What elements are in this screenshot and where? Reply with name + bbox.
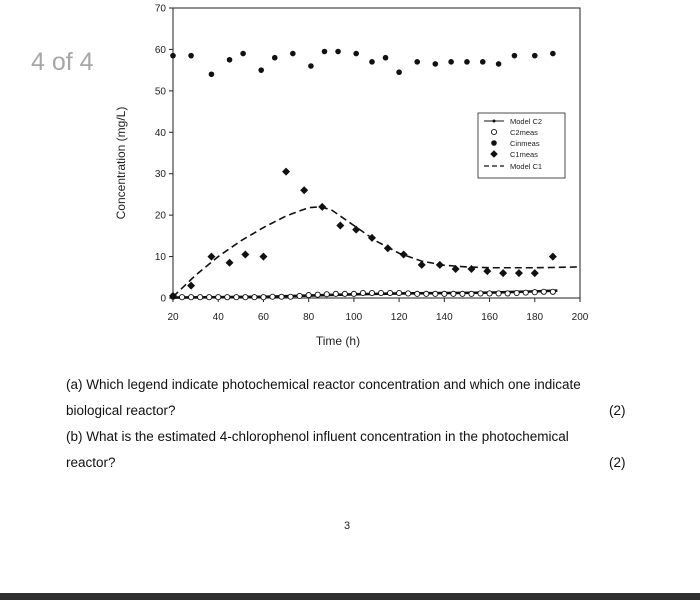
point-c2meas <box>333 291 338 296</box>
point-c1meas <box>418 261 426 269</box>
point-c2meas <box>270 294 275 299</box>
point-cinmeas <box>322 49 328 55</box>
point-cinmeas <box>272 55 278 61</box>
point-cinmeas <box>308 63 314 69</box>
point-cinmeas <box>496 61 502 67</box>
x-tick-label: 180 <box>526 312 544 323</box>
y-tick-label: 60 <box>154 44 166 56</box>
point-c2meas <box>252 295 257 300</box>
point-cinmeas <box>258 67 264 73</box>
x-tick-label: 40 <box>212 312 224 323</box>
point-c2meas <box>198 295 203 300</box>
point-cinmeas <box>448 59 454 65</box>
point-cinmeas <box>240 51 246 57</box>
point-c2meas <box>216 295 221 300</box>
point-cinmeas <box>188 53 194 59</box>
point-c2meas <box>306 293 311 298</box>
legend-label: Model C2 <box>510 116 543 126</box>
legend-swatch-dot <box>493 120 496 123</box>
x-tick-label: 80 <box>303 312 315 323</box>
point-c2meas <box>451 291 456 296</box>
point-c2meas <box>406 291 411 296</box>
point-c2meas <box>514 290 519 295</box>
point-c2meas <box>505 291 510 296</box>
x-tick-label: 140 <box>435 312 453 323</box>
point-c1meas <box>549 253 557 261</box>
question-a-marks: (2) <box>609 403 626 418</box>
y-tick-label: 0 <box>160 293 166 305</box>
y-tick-label: 50 <box>154 86 166 98</box>
point-c1meas <box>467 265 475 273</box>
point-c1meas <box>259 253 267 261</box>
point-c2meas <box>415 291 420 296</box>
point-cinmeas <box>432 61 438 67</box>
point-cinmeas <box>170 53 176 59</box>
y-tick-label: 30 <box>154 169 166 181</box>
legend-label: C1meas <box>510 149 538 159</box>
point-c2meas <box>469 291 474 296</box>
point-cinmeas <box>383 55 389 61</box>
point-c1meas <box>226 259 234 267</box>
x-tick-label: 120 <box>390 312 408 323</box>
series-line-model-c1 <box>173 207 580 297</box>
y-tick-label: 70 <box>154 3 166 15</box>
legend-label: Model C1 <box>510 161 543 171</box>
page-indicator: 4 of 4 <box>31 48 94 76</box>
point-c2meas <box>397 290 402 295</box>
y-axis-title: Concentration (mg/L) <box>114 106 128 220</box>
point-c2meas <box>378 290 383 295</box>
point-cinmeas <box>227 57 233 63</box>
point-c1meas <box>336 222 344 230</box>
x-axis-title: Time (h) <box>315 334 361 348</box>
point-c1meas <box>282 168 290 176</box>
point-c2meas <box>234 295 239 300</box>
y-tick-label: 10 <box>154 252 166 264</box>
point-c2meas <box>261 295 266 300</box>
point-c2meas <box>424 291 429 296</box>
question-b-line1: (b) What is the estimated 4-chlorophenol influent concentration in the photochemical <box>66 429 569 444</box>
point-c1meas <box>515 269 523 277</box>
point-c2meas <box>550 289 555 294</box>
point-cinmeas <box>480 59 486 65</box>
legend-swatch <box>491 140 497 146</box>
y-tick-label: 20 <box>154 210 166 222</box>
legend-label: Cinmeas <box>510 138 540 148</box>
point-c2meas <box>369 290 374 295</box>
point-c2meas <box>342 291 347 296</box>
x-tick-label: 20 <box>167 312 179 323</box>
point-cinmeas <box>353 51 359 57</box>
point-c2meas <box>188 295 193 300</box>
question-b-marks: (2) <box>609 455 626 470</box>
point-c2meas <box>433 291 438 296</box>
point-c2meas <box>279 294 284 299</box>
point-cinmeas <box>550 51 556 57</box>
question-a-line1: (a) Which legend indicate photochemical reactor concentration and which one indicate <box>66 377 581 392</box>
point-c2meas <box>442 291 447 296</box>
point-c1meas <box>531 269 539 277</box>
point-c2meas <box>288 294 293 299</box>
point-cinmeas <box>209 71 215 77</box>
point-c2meas <box>351 291 356 296</box>
point-c2meas <box>225 295 230 300</box>
question-a-line2: biological reactor? <box>66 403 176 418</box>
point-cinmeas <box>512 53 518 59</box>
x-tick-label: 160 <box>481 312 498 323</box>
point-c2meas <box>360 290 365 295</box>
point-c2meas <box>387 290 392 295</box>
point-c2meas <box>532 290 537 295</box>
x-tick-label: 60 <box>257 312 270 323</box>
point-c2meas <box>243 295 248 300</box>
point-c2meas <box>207 295 212 300</box>
point-cinmeas <box>290 51 296 57</box>
point-c2meas <box>297 293 302 298</box>
bottom-bar <box>0 593 700 600</box>
point-c2meas <box>179 295 184 300</box>
point-cinmeas <box>464 59 470 65</box>
point-c2meas <box>315 292 320 297</box>
point-c2meas <box>487 291 492 296</box>
point-c2meas <box>460 291 465 296</box>
point-c2meas <box>496 291 501 296</box>
point-c2meas <box>523 290 528 295</box>
point-c1meas <box>300 186 308 194</box>
point-c1meas <box>241 251 249 259</box>
point-c1meas <box>499 269 507 277</box>
question-b-line2: reactor? <box>66 455 116 470</box>
point-c2meas <box>478 291 483 296</box>
point-cinmeas <box>369 59 375 65</box>
legend-label: C2meas <box>510 127 538 137</box>
x-tick-label: 200 <box>571 312 589 323</box>
point-c2meas <box>541 289 546 294</box>
y-tick-label: 40 <box>154 127 166 139</box>
point-cinmeas <box>396 69 402 75</box>
x-tick-label: 100 <box>345 312 363 323</box>
point-c2meas <box>324 292 329 297</box>
point-cinmeas <box>414 59 420 65</box>
point-c1meas <box>187 282 195 290</box>
point-cinmeas <box>335 49 341 55</box>
page-number: 3 <box>344 520 351 532</box>
point-cinmeas <box>532 53 538 59</box>
legend-swatch <box>491 129 496 134</box>
